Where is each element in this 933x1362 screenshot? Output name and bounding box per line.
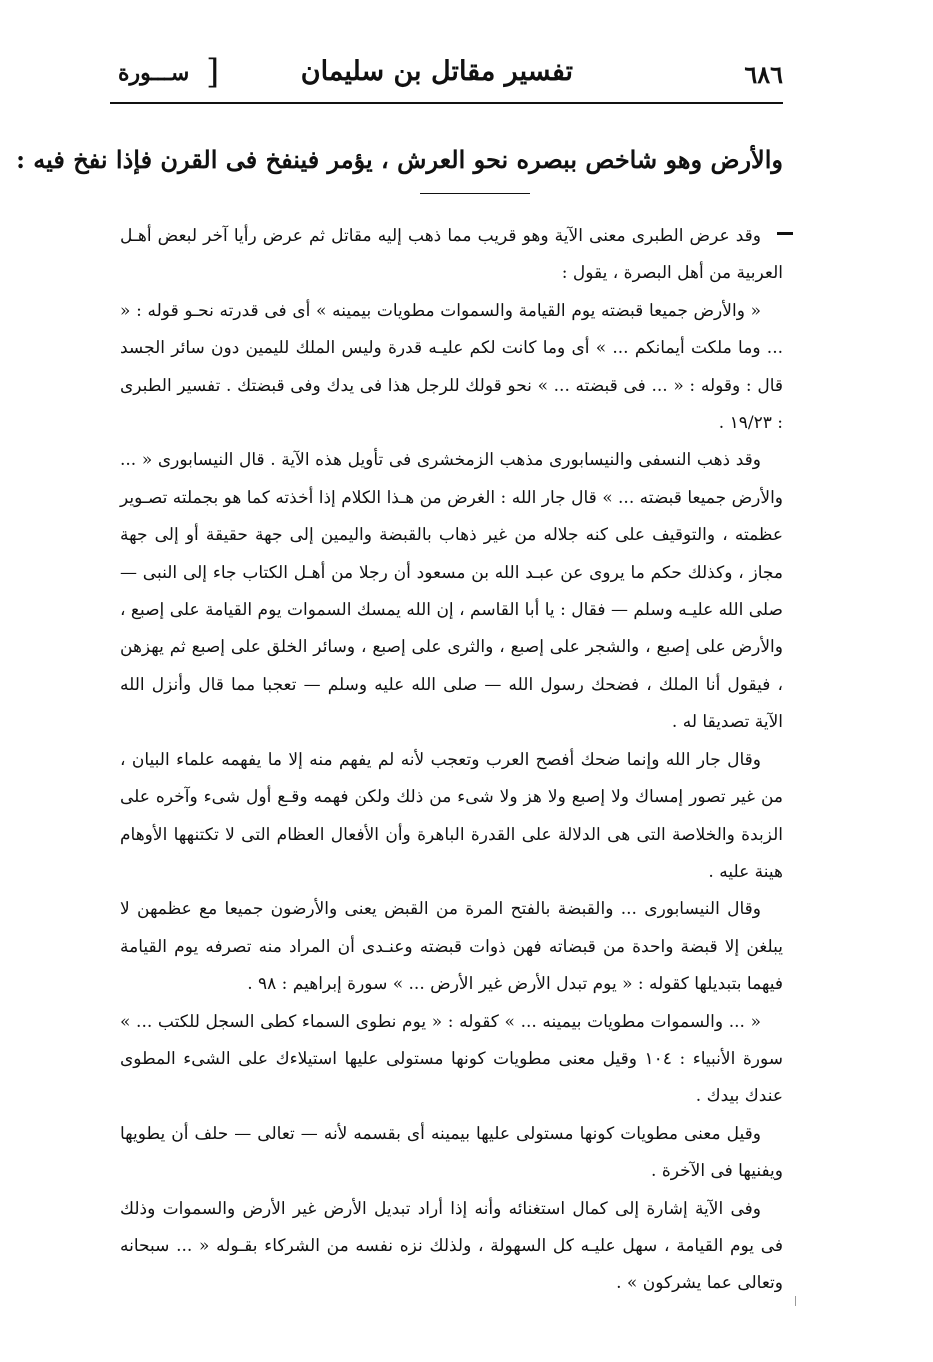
header-bracket: [ bbox=[206, 52, 220, 92]
footnote-paragraph: وقال جار الله وإنما ضحك أفصح العرب وتعجب لأنه لم يفهم منه إلا ما يفهمه علماء البيان ، من غير تصور إمساك ولا إصبع ولا هز ولا شىء من ذلك ولكن فهمه وقـع أول شىء وآخره على الزبدة والخلاصة التى هى الدلالة على القدرة الباهرة وأن الأفعال العظام التى لا تكتنهها الأوهام هينة عليه . bbox=[120, 749, 783, 882]
footnote-paragraph: وفى الآية إشارة إلى كمال استغنائه وأنه إذا أراد تبديل الأرض غير الأرض والسموات وذلك فى يوم القيامة ، سهل عليـه كل السهولة ، ولذلك نزه نفسه من الشركاء بقـوله « ... سبحانه وتعالى عما يشركون » . bbox=[120, 1198, 783, 1294]
page-margin-mark bbox=[795, 1296, 796, 1306]
footnote-paragraph: وقيل معنى مطويات كونها مستولى عليها بيمينه أى بقسمه لأنه — تعالى — حلف أن يطويها ويفنيها فى الآخرة . bbox=[120, 1123, 783, 1182]
footnote-divider bbox=[420, 193, 530, 194]
footnote-paragraph: وقد عرض الطبرى معنى الآية وهو قريب مما ذهب إليه مقاتل ثم عرض رأيا آخر لبعض أهـل العربية من أهل البصرة ، يقول : bbox=[120, 226, 783, 284]
running-header bbox=[110, 50, 783, 104]
footnote-paragraph: وقال النيسابورى ... والقبضة بالفتح المرة من القبض يعنى والأرضون جميعا مع عظمهن لا يبلغن إلا قبضة واحدة من قبضاته فهن ذوات قبضته وعنـدى أن المراد منه تصرفه يوم القيامة فيهما بتبديلها كقوله : « يوم تبدل الأرض غير الأرض ... » سورة إبراهيم : ٩٨ . bbox=[120, 899, 783, 995]
commentary-verse-text: والأرض وهو شاخص ببصره نحو العرش ، يؤمر فينفخ فى القرن فإذا نفخ فيه : bbox=[16, 145, 783, 174]
page-number: ٦٨٦ bbox=[744, 60, 783, 89]
book-title: تفسير مقاتل بن سليمان bbox=[300, 56, 573, 87]
footnote-paragraph: وقد ذهب النسفى والنيسابورى مذهب الزمخشرى فى تأويل هذه الآية . قال النيسابورى « ... والأرض جميعا قبضته ... » قال جار الله : الغرض من هـذا الكلام إذا أخذته كما هو بجملته تصـوير عظمته ، والتوقيف على كنه جلاله من غير ذهاب بالقبضة واليمين إلى جهة حقيقة أو إلى جهة مجاز ، وكذلك حكم ما يروى عن عبـد الله بن مسعود أن رجلا من أهـل الكتاب جاء إلى النبى — صلى الله عليـه وسلم — فقال : يا أبا القاسم ، إن الله يمسك السموات يوم القيامة على إصبع ، والأرض على إصبع ، والشجر على إصبع ، والثرى على إصبع ، وسائر الخلق على إصبع ثم يهزهن ، فيقول أنا الملك ، فضحك رسول الله — صلى الله عليه وسلم — تعجبا مما قال وأنزل الله الآية تصديقا له . bbox=[120, 450, 783, 733]
surah-label: ســـورة bbox=[118, 60, 190, 86]
footnotes bbox=[120, 218, 784, 1294]
footnote-paragraph: « ... والسموات مطويات بيمينه ... » كقوله : « يوم نطوى السماء كطى السجل للكتب ... » سورة الأنبياء : ١٠٤ وقيل معنى مطويات كونها مستولى عليها استيلاءك على الشىء المطوى عندك بيدك . bbox=[120, 1011, 784, 1107]
footnote-paragraph: « والأرض جميعا قبضته يوم القيامة والسموات مطويات بيمينه » أى فى قدرته نحـو قوله : « ... وما ملكت أيمانكم ... » أى وما كانت لكم عليـه قدرة وليس الملك لليمين دون سائر الجسد قال : وقوله : « ... فى قبضته ... » نحو قولك للرجل هذا فى يدك وفى قبضتك . تفسير الطبرى : ١٩/٢٣ . bbox=[120, 300, 783, 434]
